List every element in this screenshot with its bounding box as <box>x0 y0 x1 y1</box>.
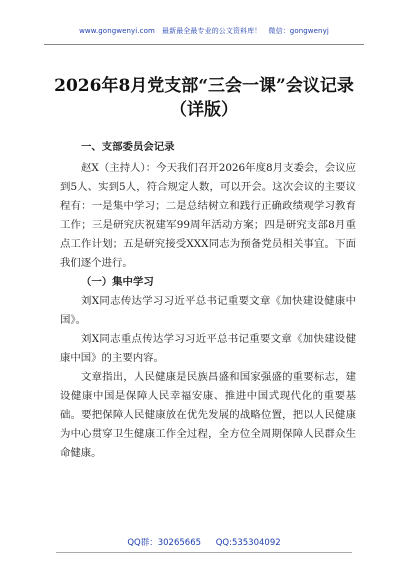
title-line-1: 2026年8月党支部“三会一课”会议记录 <box>54 76 354 96</box>
subsection-heading: （一）集中学习 <box>81 276 154 288</box>
title-line-2: （详版） <box>170 100 238 120</box>
page-footer <box>0 536 408 548</box>
paragraph-intro: 赵X（主持人）：今天我们召开2026年度8月支委会，会议应到5人、实到5人，符合规定人数，可以开会。这次会议的主要议程有：一是集中学习；二是总结树立和践行正确政绩观学习教育工作；三是研究庆祝建军99周年活动方案；四是研究支部8月重点工作计划；五是研究接受XXX同志为预备党员相关事宜。下面我们逐个进行。 <box>60 162 356 269</box>
document-title <box>20 74 388 122</box>
header-text: www.gongwenyi.com 最新最全最专业的公文资料库！ 微信：gongwenyj <box>79 27 329 35</box>
footer-divider <box>56 552 352 553</box>
document-body <box>60 138 356 463</box>
footer-qq-group: QQ群：30265665 <box>127 538 202 548</box>
paragraph-study-2: 刘X同志重点传达学习习近平总书记重要文章《加快建设健康中国》的主要内容。 <box>60 333 356 364</box>
page-header <box>0 26 408 36</box>
paragraph-article: 文章指出，人民健康是民族昌盛和国家强盛的重要标志，建设健康中国是保障人民幸福安康、推进中国式现代化的重要基础。要把保障人民健康放在优先发展的战略位置，把以人民健康为中心贯穿卫生健康工作全过程，全方位全周期保障人民群众生命健康。 <box>60 371 356 459</box>
footer-qq: QQ:535304092 <box>215 538 281 548</box>
section-heading: 一、支部委员会记录 <box>81 141 175 153</box>
paragraph-study-1: 刘X同志传达学习习近平总书记重要文章《加快建设健康中国》。 <box>60 295 356 326</box>
header-divider <box>44 44 364 45</box>
